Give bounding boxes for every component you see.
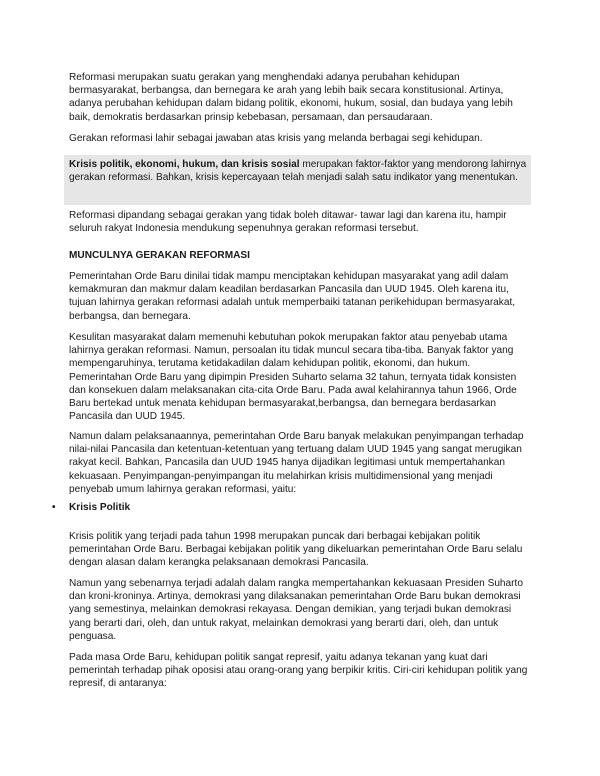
paragraph-political-crisis: Krisis politik yang terjadi pada tahun 1998 merupakan puncak dari berbagai kebijakan politik pemerintahan Orde Baru. Berbagai kebijakan politik yang dikeluarkan pemerintahan Orde Baru selalu dengan alasan dalam kerangka pelaksanaan demokrasi Pancasila. — [69, 531, 523, 569]
paragraph-orde-baru: Pemerintahan Orde Baru dinilai tidak mampu menciptakan kehidupan masyarakat yang adil dalam kemakmuran dan makmur dalam keadilan berdasarkan Pancasila dan UUD 1945. Oleh karena itu, tujuan lahirnya gerakan reformasi adalah untuk memperbaiki tatanan perikehidupan bermasyarakat, berbangsa, dan bernegara. — [69, 271, 516, 322]
section-heading: MUNCULNYA GERAKAN REFORMASI — [69, 250, 250, 261]
bullet-label: Krisis Politik — [69, 502, 131, 513]
paragraph-difficulty: Kesulitan masyarakat dalam memenuhi kebutuhan pokok merupakan faktor atau penyebab utama lahirnya gerakan reformasi. Namun, persoalan itu tidak muncul secara tiba-tiba. Banyak faktor yang mempengaruhinya, terutama ketidakadilan dalam kehidupan politik, ekonomi, dan hukum. Pemerintahan Orde Baru yang dipimpin Presiden Suharto selama 32 tahun, ternyata tidak konsisten dan konsekuen dalam melaksanakan cita-cita Orde Baru. Pada awal kelahirannya tahun 1966, Orde Baru bertekad untuk menata kehidupan bermasyarakat,berbangsa, dan bernegara berdasarkan Pancasila dan UUD 1945. — [69, 332, 517, 423]
paragraph-definition: Reformasi merupakan suatu gerakan yang menghendaki adanya perubahan kehidupan bermasyarakat, berbangsa, dan bernegara ke arah yang lebih baik secara konstitusional. Artinya, adanya perubahan kehidupan dalam bidang politik, ekonomi, hukum, sosial, dan budaya yang lebih baik, demokratis berdasarkan prinsip kebebasan, persamaan, dan persaudaraan. — [69, 72, 513, 123]
paragraph-crisis-factors — [69, 158, 531, 184]
crisis-factors-bold: Krisis politik, ekonomi, hukum, dan krisis sosial — [69, 159, 300, 170]
paragraph-repressive: Pada masa Orde Baru, kehidupan politik sangat represif, yaitu adanya tekanan yang kuat dari pemerintah terhadap pihak oposisi atau orang-orang yang berpikir kritis. Ciri-ciri kehidupan politik yang represif, di antaranya: — [69, 652, 528, 690]
paragraph-origin: Gerakan reformasi lahir sebagai jawaban atas krisis yang melanda berbagai segi kehidupan. — [69, 133, 483, 144]
bullet-icon: • — [52, 502, 56, 513]
paragraph-deviation: Namun dalam pelaksanaannya, pemerintahan Orde Baru banyak melakukan penyimpangan terhadap nilai-nilai Pancasila dan ketentuan-ketentuan yang tertuang dalam UUD 1945 yang sangat merugikan rakyat kecil. Bahkan, Pancasila dan UUD 1945 hanya dijadikan legitimasi untuk mempertahankan kekuasaan. Penyimpangan-penyimpangan itu melahirkan krisis multidimensional yang menjadi penyebab umum lahirnya gerakan reformasi, yaitu: — [69, 431, 524, 495]
paragraph-support: Reformasi dipandang sebagai gerakan yang tidak boleh ditawar- tawar lagi dan karena itu, hampir seluruh rakyat Indonesia mendukung sepenuhnya gerakan reformasi tersebut. — [69, 210, 507, 235]
crisis-factors-rest: merupakan faktor-faktor yang mendorong lahirnya gerakan reformasi. Bahkan, krisis kepercayaan telah menjadi salah satu indikator yang menentukan. — [69, 159, 527, 184]
paragraph-real-purpose: Namun yang sebenarnya terjadi adalah dalam rangka mempertahankan kekuasaan Presiden Suharto dan kroni-kroninya. Artinya, demokrasi yang dilaksanakan pemerintahan Orde Baru bukan demokrasi yang semestinya, melainkan demokrasi rekayasa. Dengan demikian, yang terjadi bukan demokrasi yang berarti dari, oleh, dan untuk rakyat, melainkan demokrasi yang berarti dari, oleh, dan untuk penguasa. — [69, 578, 523, 642]
